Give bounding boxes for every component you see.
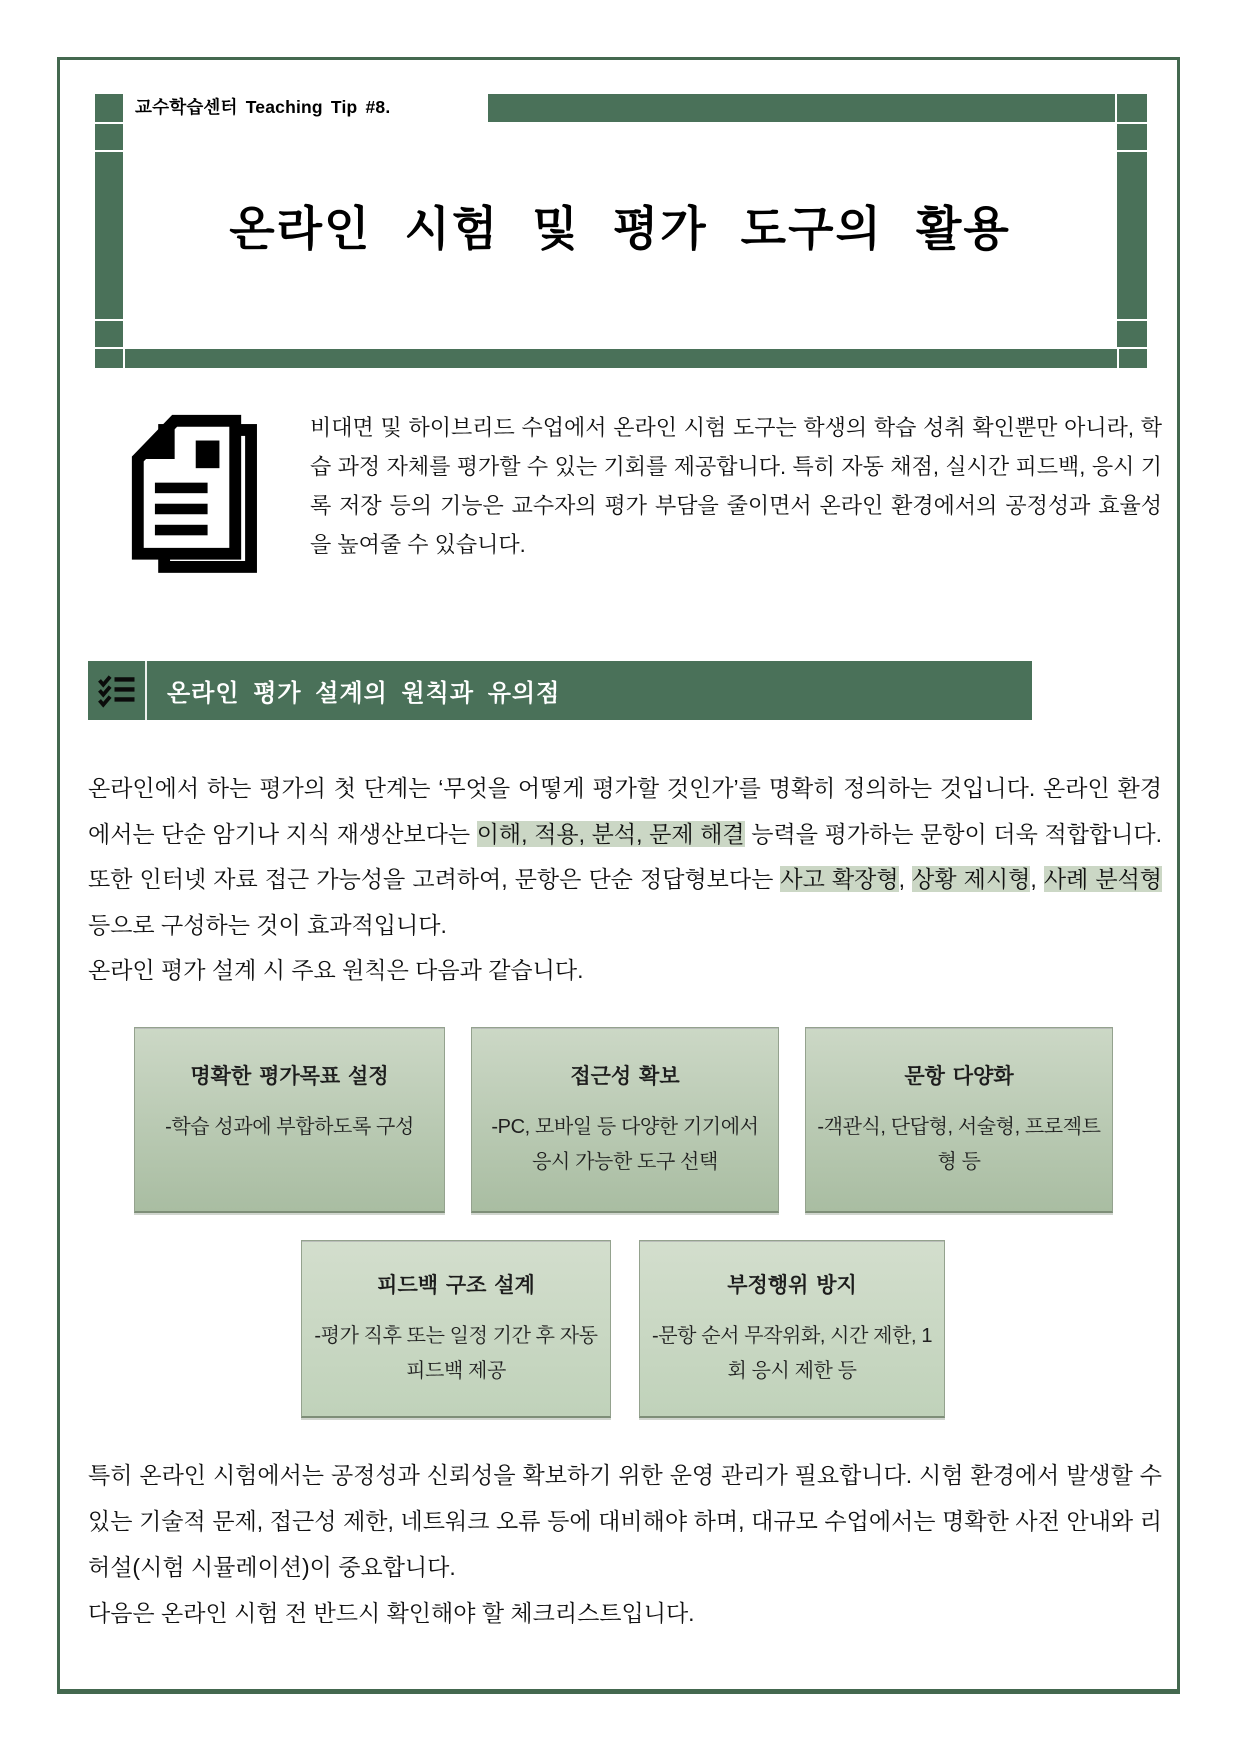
body-block: [88, 766, 1162, 994]
principle-title: 명확한 평가목표 설정: [190, 1065, 389, 1088]
header-bottom-bar: [95, 349, 1147, 368]
header-left-strip: [95, 94, 123, 347]
closing-paragraph: 특히 온라인 시험에서는 공정성과 신뢰성을 확보하기 위한 운영 관리가 필요합니다. 시험 환경에서 발생할 수 있는 기술적 문제, 접근성 제한, 네트워크 오류 등에 대비해야 하며, 대규모 수업에서는 명확한 사전 안내와 리허설(시험 시뮬레이션)이 중요합니다.: [88, 1462, 1162, 1580]
principle-title: 접근성 확보: [570, 1065, 680, 1088]
bar-divider: [123, 349, 125, 368]
document-stack-icon: [122, 402, 280, 587]
principle-desc: -객관식, 단답형, 서술형, 프로젝트형 등: [817, 1116, 1101, 1173]
strip-cell: [1117, 321, 1147, 347]
header-right-strip: [1117, 94, 1147, 347]
principle-box-goal: [134, 1027, 445, 1213]
page-title: 온라인 시험 및 평가 도구의 활용: [229, 201, 1011, 255]
principle-box-variety: [805, 1027, 1113, 1213]
principle-title: 부정행위 방지: [727, 1274, 857, 1297]
strip-cell: [95, 321, 123, 347]
section-title: 온라인 평가 설계의 원칙과 유의점: [167, 680, 561, 707]
principle-desc: -학습 성과에 부합하도록 구성: [165, 1116, 414, 1138]
tip-label: 교수학습센터 Teaching Tip #8.: [135, 97, 391, 117]
principle-title: 피드백 구조 설계: [377, 1274, 535, 1297]
principle-desc: -문항 순서 무작위화, 시간 제한, 1회 응시 제한 등: [651, 1325, 933, 1382]
strip-cell: [1117, 152, 1147, 319]
body-paragraph: 온라인에서 하는 평가의 첫 단계는 ‘무엇을 어떻게 평가할 것인가’를 명확히 정의하는 것입니다. 온라인 환경에서는 단순 암기나 지식 재생산보다는 이해, 적용, 분석, 문제 해결 능력을 평가하는 문항이 더욱 적합합니다. 또한 인터넷 자료 접근 가능성을 고려하여, 문항은 단순 정답형보다는 사고 확장형, 상황 제시형, 사례 분석형 등으로 구성하는 것이 효과적입니다.: [88, 775, 1163, 938]
strip-cell: [1117, 94, 1147, 122]
principle-box-cheating: [639, 1240, 945, 1418]
principle-box-feedback: [301, 1240, 611, 1418]
strip-cell: [95, 124, 123, 150]
strip-cell: [95, 152, 123, 319]
strip-cell: [95, 94, 123, 122]
bar-divider: [1117, 349, 1119, 368]
principle-desc: -평가 직후 또는 일정 기간 후 자동 피드백 제공: [314, 1325, 598, 1382]
principle-box-accessibility: [471, 1027, 779, 1213]
principle-title: 문항 다양화: [904, 1065, 1014, 1088]
section-header: [88, 661, 1032, 720]
closing-block: [88, 1452, 1162, 1636]
strip-cell: [1117, 124, 1147, 150]
checklist-icon: [88, 661, 145, 720]
principle-desc: -PC, 모바일 등 다양한 기기에서 응시 가능한 도구 선택: [491, 1116, 759, 1173]
checklist-intro-line: 다음은 온라인 시험 전 반드시 확인해야 할 체크리스트입니다.: [88, 1600, 695, 1626]
principles-intro-line: 온라인 평가 설계 시 주요 원칙은 다음과 같습니다.: [88, 957, 584, 983]
header-top-bar: [488, 94, 1115, 122]
intro-paragraph: 비대면 및 하이브리드 수업에서 온라인 시험 도구는 학생의 학습 성취 확인뿐만 아니라, 학습 과정 자체를 평가할 수 있는 기회를 제공합니다. 특히 자동 채점, 실시간 피드백, 응시 기록 저장 등의 기능은 교수자의 평가 부담을 줄이면서 온라인 환경에서의 공정성과 효율성을 높여줄 수 있습니다.: [310, 415, 1162, 557]
